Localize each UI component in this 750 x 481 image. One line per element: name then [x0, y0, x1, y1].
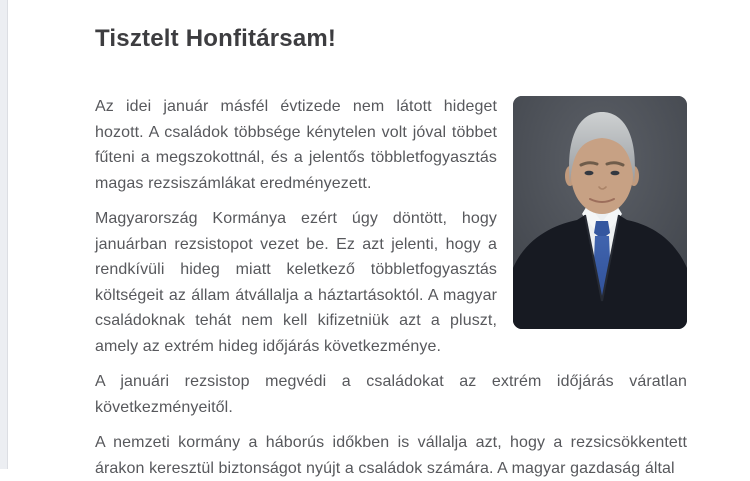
portrait-photo	[513, 96, 687, 329]
page-title: Tisztelt Honfitársam!	[95, 25, 337, 52]
body-paragraph: A nemzeti kormány a háborús időkben is vállalja azt, hogy a rezsicsökkentett árakon keresztül biztonságot nyújt a családok számára. A magyar gazdaság által	[95, 434, 687, 477]
letter-body-column	[95, 94, 497, 369]
portrait-eye-right	[611, 171, 620, 176]
body-paragraph: A januári rezsistop megvédi a családokat az extrém időjárás váratlan következményeitől.	[95, 373, 687, 416]
portrait-eye-left	[585, 171, 594, 176]
portrait-photo-illustration	[513, 96, 687, 329]
body-paragraph: Magyarország Kormánya ezért úgy döntött, hogy januárban rezsistopot vezet be. Ez azt jelenti, hogy a rendkívüli hideg miatt keletkező többletfogyasztás költségeit az állam átvállalja a háztartásoktól. A magyar családoknak tehát nem kell kifizetniük azt a pluszt, amely az extrém hideg időjárás következménye.	[95, 210, 497, 355]
body-paragraph: Az idei január másfél évtizede nem látott hideget hozott. A családok többsége kénytelen volt jóval többet fűteni a megszokottnál, és a jelentős többletfogyasztás magas rezsiszámlákat eredményezett.	[95, 98, 497, 192]
text-and-photo-row	[95, 94, 687, 369]
